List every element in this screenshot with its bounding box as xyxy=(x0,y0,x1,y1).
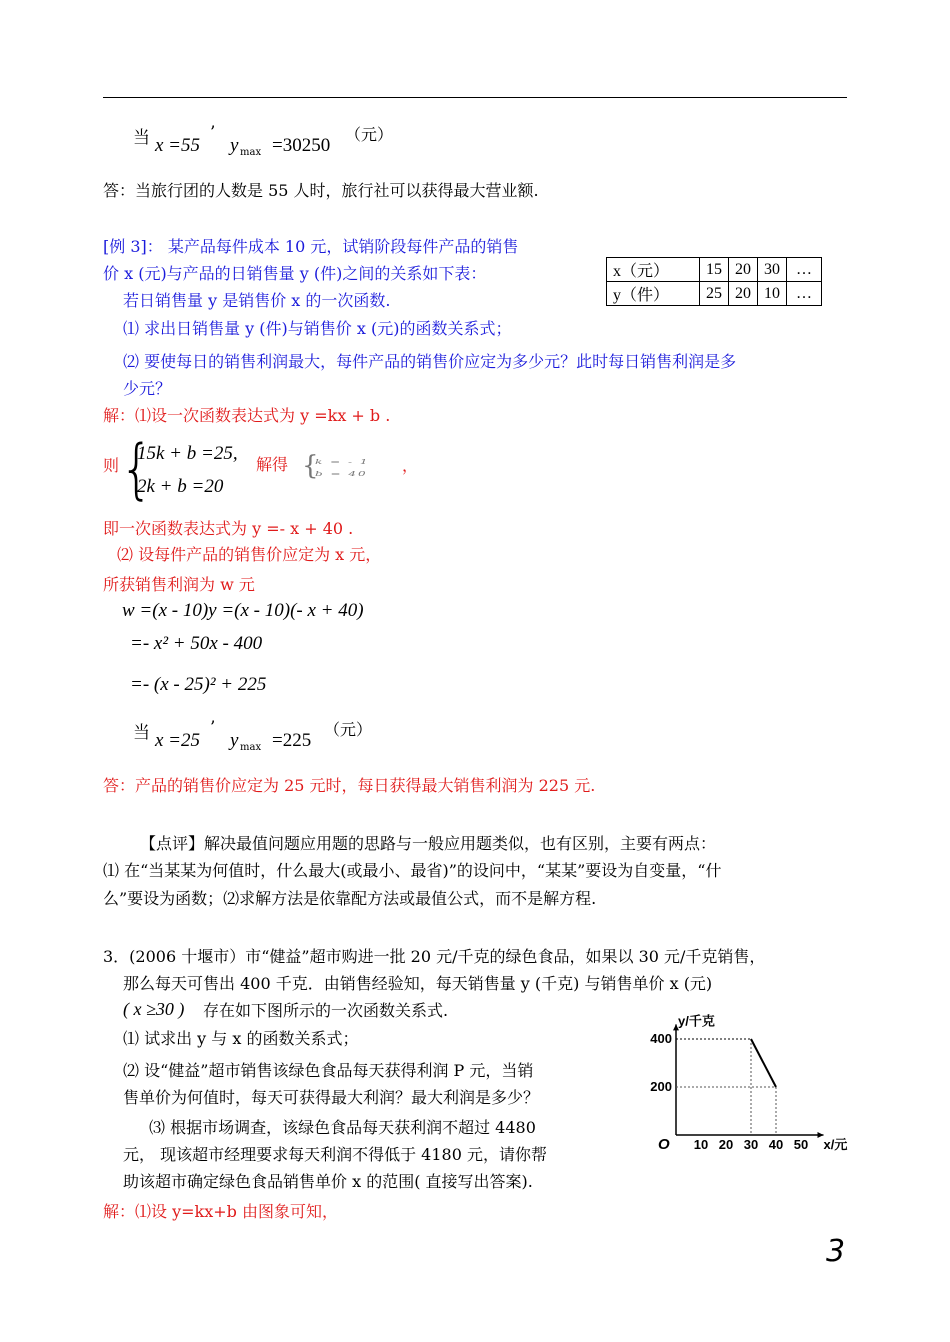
solution-answer: 答：产品的销售价应定为 25 元时，每日获得最大销售利润为 225 元. xyxy=(103,776,596,795)
series-segment xyxy=(751,1039,776,1087)
w-line2: =- x² + 50x - 400 xyxy=(130,633,263,654)
top-answer: 答：当旅行团的人数是 55 人时，旅行社可以获得最大营业额. xyxy=(103,181,539,200)
w-line3: =- (x - 25)² + 225 xyxy=(130,674,267,695)
sol-when: 当 xyxy=(133,723,150,743)
solution-s4: 所获销售利润为 w 元 xyxy=(103,575,255,594)
problem3-solution: 解：⑴设 y=kx+b 由图象可知， xyxy=(103,1202,338,1221)
problem3-q1: ⑴ 试求出 y 与 x 的函数关系式； xyxy=(123,1029,359,1048)
y-axis-label: y/千克 xyxy=(678,1013,715,1029)
function-chart xyxy=(640,1005,855,1165)
table-cell: x（元） xyxy=(607,258,700,282)
value-table xyxy=(606,257,822,306)
x-tick-label: 20 xyxy=(718,1137,734,1152)
x-tick-label: 50 xyxy=(793,1137,809,1152)
table-row xyxy=(607,258,822,282)
sol-unit: （元） xyxy=(324,720,373,739)
top-when: 当 xyxy=(133,128,150,148)
comment-line2: ⑴ 在“当某某为何值时，什么最大(或最小、最省)”的设问中，“某某”要设为自变量，“什 xyxy=(103,861,722,880)
system-eq1: 15k + b =25, xyxy=(137,443,238,464)
problem3-p2: 那么每天可售出 400 千克．由销售经验知，每天销售量 y (千克) 与销售单价 x (元) xyxy=(123,974,713,993)
table-cell: 25 xyxy=(700,282,729,306)
x-tick-label: 40 xyxy=(768,1137,784,1152)
solution-solved: 解得 xyxy=(256,455,289,474)
table-cell: … xyxy=(787,258,822,282)
problem3-condition: ( x ≥30 ) xyxy=(123,999,185,1019)
result-k: k = - 1 xyxy=(315,458,370,466)
problem3-q3b: 元， 现该超市经理要求每天利润不得低于 4180 元，请你帮 xyxy=(123,1145,547,1164)
problem3-q2b: 售单价为何值时，每天可获得最大利润？最大利润是多少？ xyxy=(123,1088,540,1107)
table-cell: 30 xyxy=(758,258,787,282)
header-rule xyxy=(103,97,847,98)
sol-y-eq: =225 xyxy=(272,730,312,751)
problem3-q2a: ⑵ 设“健益”超市销售该绿色食品每天获得利润 P 元，当销 xyxy=(123,1061,534,1080)
table-cell: 20 xyxy=(729,258,758,282)
comment-line3: 么”要设为函数；⑵求解方法是依靠配方法或最值公式，而不是解方程. xyxy=(103,889,597,908)
table-cell: y（件） xyxy=(607,282,700,306)
top-x-eq: x =55 xyxy=(155,135,201,156)
example3-line3: 若日销售量 y 是销售价 x 的一次函数. xyxy=(123,291,391,310)
top-y-var: y xyxy=(230,135,239,156)
top-y-eq: =30250 xyxy=(272,135,331,156)
example3-q2b: 少元？ xyxy=(123,379,172,398)
solution-then: 则 xyxy=(103,456,120,475)
result-b: b = 40 xyxy=(315,470,368,478)
table-cell: 15 xyxy=(700,258,729,282)
system-eq2: 2k + b =20 xyxy=(137,476,224,497)
top-y-sub: max xyxy=(240,147,262,158)
sol-y-var: y xyxy=(230,730,239,751)
table-cell: 10 xyxy=(758,282,787,306)
y-tick-label: 400 xyxy=(650,1031,672,1046)
problem3-p3: 存在如下图所示的一次函数关系式. xyxy=(203,1001,449,1020)
table-cell: … xyxy=(787,282,822,306)
page-number: 3 xyxy=(826,1234,846,1269)
solution-s1: 解：⑴设一次函数表达式为 y =kx + b . xyxy=(103,406,391,425)
solution-s3: ⑵ 设每件产品的销售价应定为 x 元， xyxy=(117,545,382,564)
example3-q2a: ⑵ 要使每日的销售利润最大，每件产品的销售价应定为多少元？此时每日销售利润是多 xyxy=(123,352,737,371)
x-axis-label: x/元 xyxy=(823,1137,848,1152)
table-row xyxy=(607,282,822,306)
origin-label: O xyxy=(658,1136,670,1153)
problem3-q3c: 助该超市确定绿色食品销售单价 x 的范围( 直接写出答案). xyxy=(123,1172,533,1191)
comment-line1: 【点评】解决最值问题应用题的思路与一般应用题类似，也有区别，主要有两点： xyxy=(140,834,717,853)
problem3-q3a: ⑶ 根据市场调查，该绿色食品每天获利润不超过 4480 xyxy=(149,1118,536,1137)
example3-q1: ⑴ 求出日销售量 y (件)与销售价 x (元)的函数关系式； xyxy=(123,319,512,338)
sol-y-sub: max xyxy=(240,742,262,753)
left-brace: { xyxy=(120,432,154,507)
y-tick-label: 200 xyxy=(650,1079,672,1094)
x-tick-label: 10 xyxy=(693,1137,709,1152)
result-comma: ， xyxy=(402,456,419,475)
problem3-p1: 3．(2006 十堰市）市“健益”超市购进一批 20 元/千克的绿色食品，如果以 30 元/千克销售， xyxy=(103,947,766,966)
x-tick-label: 30 xyxy=(743,1137,759,1152)
example3-line1: [例 3]： 某产品每件成本 10 元，试销阶段每件产品的销售 xyxy=(103,237,519,256)
w-line1: w =(x - 10)y =(x - 10)(- x + 40) xyxy=(122,600,364,621)
top-unit: （元） xyxy=(345,125,394,144)
solution-s2: 即一次函数表达式为 y =- x + 40 . xyxy=(103,519,354,538)
example3-line2: 价 x (元)与产品的日销售量 y (件)之间的关系如下表： xyxy=(103,264,487,283)
table-cell: 20 xyxy=(729,282,758,306)
sol-x-eq: x =25 xyxy=(155,730,201,751)
